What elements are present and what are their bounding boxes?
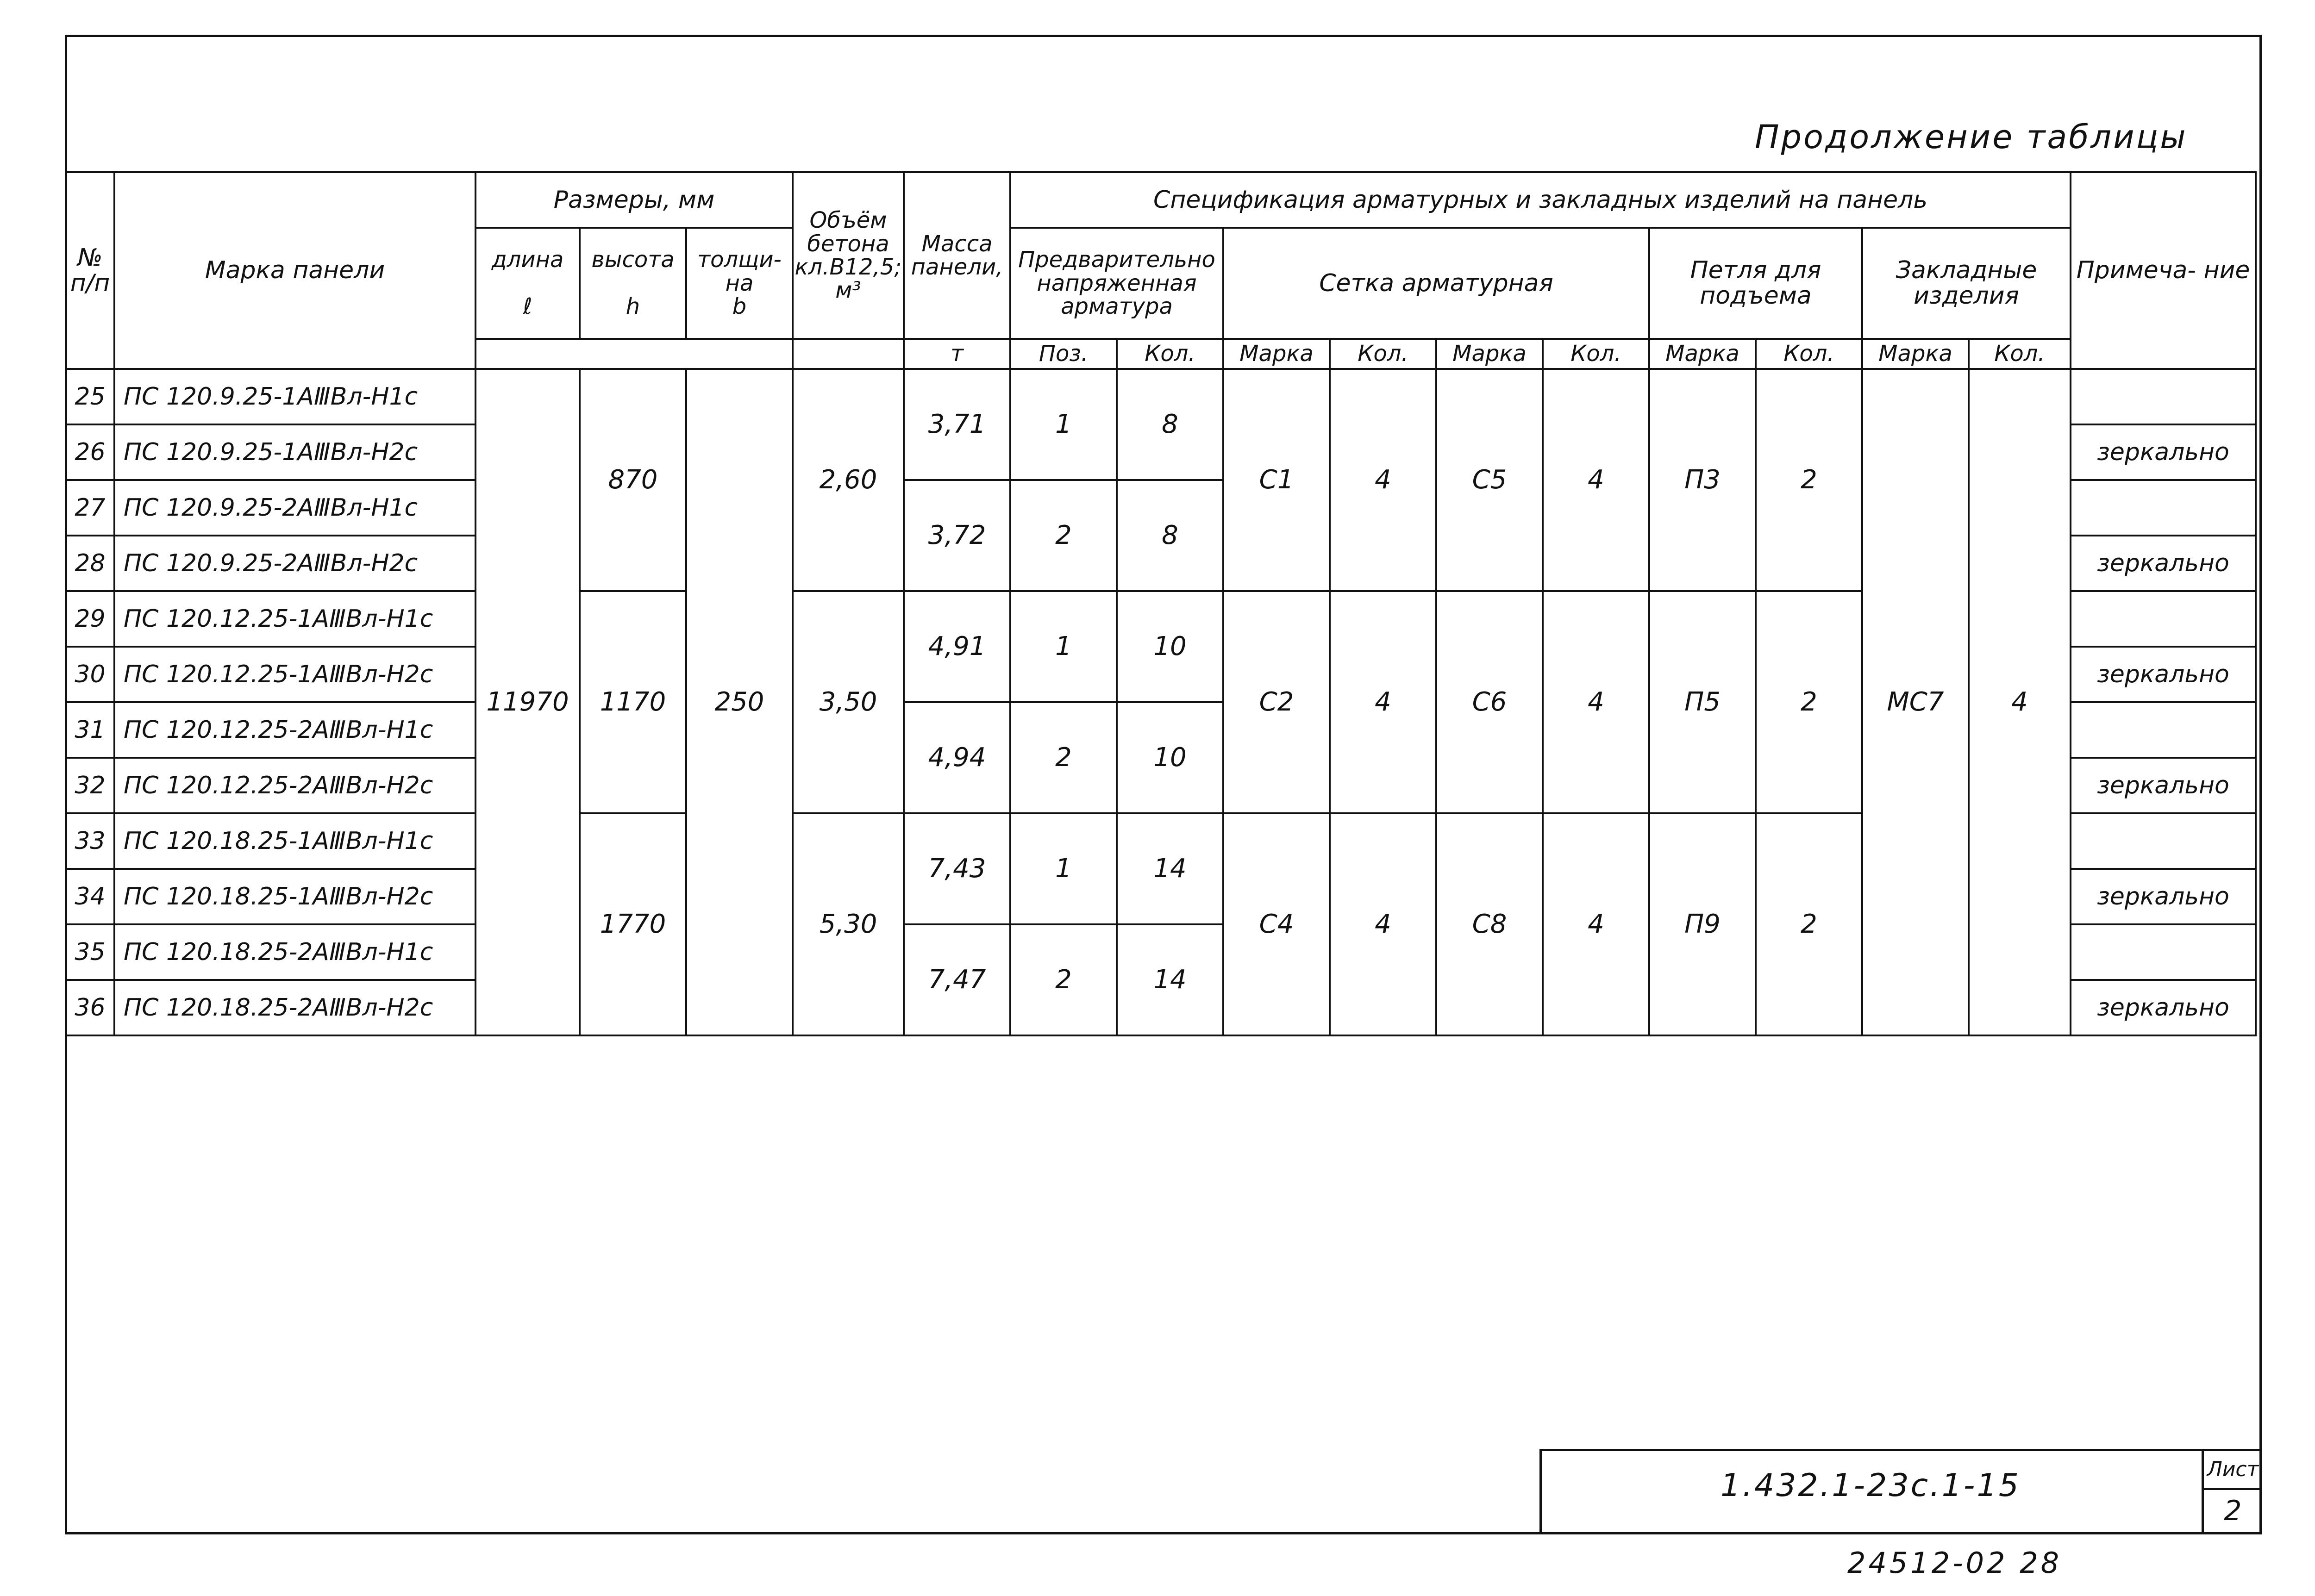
sheet-label: Лист xyxy=(2204,1451,2262,1490)
prestress-pos: 2 xyxy=(1010,480,1117,591)
prestress-pos: 1 xyxy=(1010,591,1117,702)
row-number: 29 xyxy=(66,591,114,647)
header-no: № п/п xyxy=(66,172,114,369)
panel-brand: ПС 120.9.25-1АⅢВл-Н2с xyxy=(114,424,476,480)
prestress-qty: 14 xyxy=(1117,813,1223,924)
note-value xyxy=(2071,591,2256,647)
row-number: 35 xyxy=(66,924,114,980)
row-number: 25 xyxy=(66,369,114,424)
note-value: зеркально xyxy=(2071,424,2256,480)
embedded-qty: 4 xyxy=(1969,369,2071,1035)
mass-value: 4,94 xyxy=(904,702,1010,813)
header-brand: Марка панели xyxy=(114,172,476,369)
row-number: 32 xyxy=(66,758,114,813)
header-loop-mark: Марка xyxy=(1649,339,1756,369)
header-thickness xyxy=(686,228,793,339)
header-height xyxy=(580,228,686,339)
mesh1-mark: С2 xyxy=(1223,591,1330,813)
header-mass: Масса панели, xyxy=(904,172,1010,339)
prestress-qty: 10 xyxy=(1117,591,1223,702)
mesh2-qty: 4 xyxy=(1543,369,1649,591)
mass-value: 3,72 xyxy=(904,480,1010,591)
mass-value: 3,71 xyxy=(904,369,1010,480)
inventory-number: 24512-02 28 xyxy=(1847,1546,2062,1580)
header-embedded: Закладные изделия xyxy=(1862,228,2071,339)
header-prestress-pos: Поз. xyxy=(1010,339,1117,369)
height-value: 1770 xyxy=(580,813,686,1035)
sheet-box xyxy=(2202,1451,2262,1534)
panel-brand: ПС 120.9.25-2АⅢВл-Н1с xyxy=(114,480,476,536)
mesh1-mark: С4 xyxy=(1223,813,1330,1035)
length-value: 11970 xyxy=(476,369,580,1035)
prestress-pos: 1 xyxy=(1010,813,1117,924)
panel-brand: ПС 120.18.25-2АⅢВл-Н1с xyxy=(114,924,476,980)
row-number: 34 xyxy=(66,869,114,924)
row-number: 28 xyxy=(66,536,114,591)
note-value xyxy=(2071,480,2256,536)
header-loop: Петля для подъема xyxy=(1649,228,1862,339)
header-notes: Примеча- ние xyxy=(2071,172,2256,369)
table-row xyxy=(66,369,2256,424)
row-number: 30 xyxy=(66,647,114,702)
panel-brand: ПС 120.9.25-2АⅢВл-Н2с xyxy=(114,536,476,591)
height-value: 1170 xyxy=(580,591,686,813)
mesh2-qty: 4 xyxy=(1543,813,1649,1035)
mass-value: 7,43 xyxy=(904,813,1010,924)
height-value: 870 xyxy=(580,369,686,591)
note-value xyxy=(2071,813,2256,869)
header-dimensions: Размеры, мм xyxy=(476,172,793,228)
mesh1-qty: 4 xyxy=(1330,813,1436,1035)
mesh2-qty: 4 xyxy=(1543,591,1649,813)
specification-table xyxy=(65,171,2257,1036)
prestress-pos: 2 xyxy=(1010,924,1117,1035)
note-value xyxy=(2071,924,2256,980)
header-thickness-symbol: b xyxy=(732,293,747,320)
prestress-qty: 8 xyxy=(1117,480,1223,591)
mesh2-mark: С8 xyxy=(1436,813,1543,1035)
mass-value: 4,91 xyxy=(904,591,1010,702)
panel-brand: ПС 120.12.25-1АⅢВл-Н2с xyxy=(114,647,476,702)
mesh1-qty: 4 xyxy=(1330,591,1436,813)
header-dimensions-blank xyxy=(476,339,793,369)
header-mesh: Сетка арматурная xyxy=(1223,228,1649,339)
loop-mark: П3 xyxy=(1649,369,1756,591)
row-number: 27 xyxy=(66,480,114,536)
thickness-value: 250 xyxy=(686,369,793,1035)
header-mesh1-mark: Марка xyxy=(1223,339,1330,369)
mass-value: 7,47 xyxy=(904,924,1010,1035)
header-volume-blank xyxy=(793,339,904,369)
loop-qty: 2 xyxy=(1756,813,1862,1035)
mesh1-qty: 4 xyxy=(1330,369,1436,591)
title-stamp xyxy=(1539,1449,2262,1534)
note-value: зеркально xyxy=(2071,536,2256,591)
row-number: 36 xyxy=(66,980,114,1035)
note-value xyxy=(2071,369,2256,424)
mesh2-mark: С6 xyxy=(1436,591,1543,813)
volume-value: 2,60 xyxy=(793,369,904,591)
header-prestress: Предварительно напряженная арматура xyxy=(1010,228,1223,339)
mesh2-mark: С5 xyxy=(1436,369,1543,591)
header-height-label: высота xyxy=(591,247,675,273)
panel-brand: ПС 120.12.25-1АⅢВл-Н1с xyxy=(114,591,476,647)
prestress-pos: 2 xyxy=(1010,702,1117,813)
embedded-mark: МС7 xyxy=(1862,369,1969,1035)
prestress-pos: 1 xyxy=(1010,369,1117,480)
note-value: зеркально xyxy=(2071,647,2256,702)
row-number: 33 xyxy=(66,813,114,869)
header-volume: Объём бетона кл.В12,5; м³ xyxy=(793,172,904,339)
panel-brand: ПС 120.12.25-2АⅢВл-Н2с xyxy=(114,758,476,813)
header-loop-qty: Кол. xyxy=(1756,339,1862,369)
header-mass-unit: т xyxy=(904,339,1010,369)
volume-value: 5,30 xyxy=(793,813,904,1035)
header-spec: Спецификация арматурных и закладных изделий на панель xyxy=(1010,172,2071,228)
header-length-label: длина xyxy=(491,247,564,273)
panel-brand: ПС 120.12.25-2АⅢВл-Н1с xyxy=(114,702,476,758)
row-number: 31 xyxy=(66,702,114,758)
continuation-title: Продолжение таблицы xyxy=(1755,118,2188,156)
panel-brand: ПС 120.18.25-1АⅢВл-Н2с xyxy=(114,869,476,924)
header-prestress-qty: Кол. xyxy=(1117,339,1223,369)
panel-brand: ПС 120.9.25-1АⅢВл-Н1с xyxy=(114,369,476,424)
loop-mark: П9 xyxy=(1649,813,1756,1035)
header-mesh2-qty: Кол. xyxy=(1543,339,1649,369)
prestress-qty: 10 xyxy=(1117,702,1223,813)
loop-mark: П5 xyxy=(1649,591,1756,813)
note-value: зеркально xyxy=(2071,869,2256,924)
document-code: 1.432.1-23с.1-15 xyxy=(1721,1467,2021,1504)
header-mesh1-qty: Кол. xyxy=(1330,339,1436,369)
mesh1-mark: С1 xyxy=(1223,369,1330,591)
header-mesh2-mark: Марка xyxy=(1436,339,1543,369)
row-number: 26 xyxy=(66,424,114,480)
note-value: зеркально xyxy=(2071,980,2256,1035)
prestress-qty: 14 xyxy=(1117,924,1223,1035)
header-height-symbol: h xyxy=(626,293,640,320)
panel-brand: ПС 120.18.25-2АⅢВл-Н2с xyxy=(114,980,476,1035)
note-value: зеркально xyxy=(2071,758,2256,813)
note-value xyxy=(2071,702,2256,758)
loop-qty: 2 xyxy=(1756,591,1862,813)
loop-qty: 2 xyxy=(1756,369,1862,591)
prestress-qty: 8 xyxy=(1117,369,1223,480)
volume-value: 3,50 xyxy=(793,591,904,813)
header-thickness-label: толщи- на xyxy=(697,247,782,296)
header-embedded-mark: Марка xyxy=(1862,339,1969,369)
panel-brand: ПС 120.18.25-1АⅢВл-Н1с xyxy=(114,813,476,869)
sheet-number: 2 xyxy=(2224,1495,2242,1527)
header-embedded-qty: Кол. xyxy=(1969,339,2071,369)
header-length-symbol: ℓ xyxy=(523,293,532,320)
header-length xyxy=(476,228,580,339)
